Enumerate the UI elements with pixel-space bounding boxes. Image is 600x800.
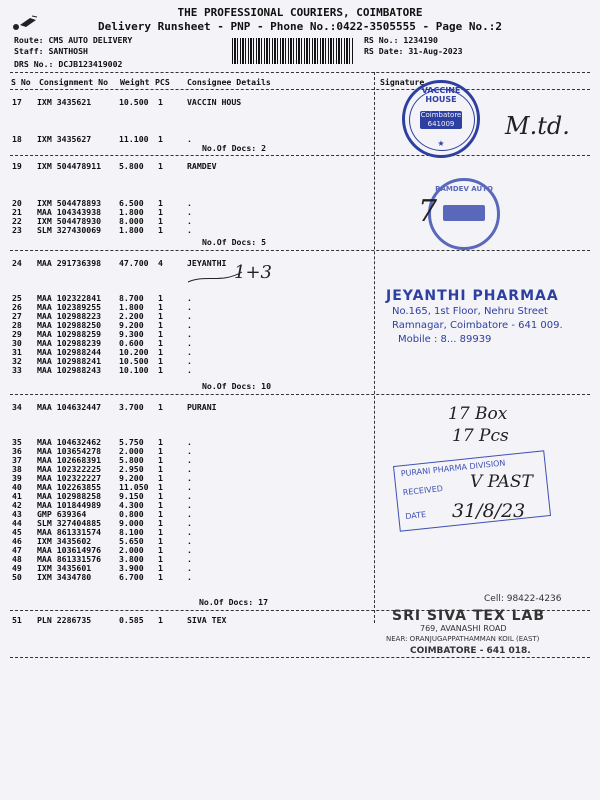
- siva-address: 769, AVANASHI ROAD: [420, 624, 507, 633]
- row-consignee: .: [187, 554, 192, 564]
- row-consignment-no: MAA 102988258: [37, 491, 102, 501]
- row-consignee: .: [187, 572, 192, 582]
- row-consignee: .: [187, 500, 192, 510]
- row-consignee: .: [187, 311, 192, 321]
- row-pcs: 1: [158, 347, 163, 357]
- row-weight: 9.200: [119, 320, 144, 330]
- row-pcs: 1: [158, 464, 163, 474]
- row-consignee: .: [187, 518, 192, 528]
- row-consignment-no: IXM 504478893: [37, 198, 102, 208]
- row-pcs: 1: [158, 509, 163, 519]
- handwritten-note: 1+3: [234, 262, 272, 283]
- row-pcs: 1: [158, 161, 163, 171]
- row-pcs: 1: [158, 536, 163, 546]
- vaccine-house-stamp: VACCINE HOUSE Coimbatore 641009 ★: [402, 80, 480, 158]
- row-weight: 5.650: [119, 536, 144, 546]
- row-consignee: .: [187, 527, 192, 537]
- row-sno: 42: [12, 500, 22, 510]
- row-consignment-no: MAA 102389255: [37, 302, 102, 312]
- staff-label: Staff: SANTHOSH: [14, 46, 88, 56]
- siva-address: NEAR: ORANJUGAPPATHAMMAN KOIL (EAST): [386, 635, 540, 643]
- row-sno: 18: [12, 134, 22, 144]
- row-sno: 43: [12, 509, 22, 519]
- runsheet-subtitle: Delivery Runsheet - PNP - Phone No.:0422-3505555 - Page No.:2: [98, 20, 502, 33]
- stamp-pin: 641009: [427, 120, 455, 128]
- row-consignment-no: MAA 102988244: [37, 347, 102, 357]
- row-pcs: 1: [158, 97, 163, 107]
- row-sno: 49: [12, 563, 22, 573]
- row-separator: [10, 250, 590, 251]
- row-sno: 41: [12, 491, 22, 501]
- row-consignee: .: [187, 509, 192, 519]
- row-weight: 2.200: [119, 311, 144, 321]
- row-consignment-no: MAA 101844989: [37, 500, 102, 510]
- siva-cell: Cell: 98422-4236: [484, 594, 562, 604]
- route-label: Route: CMS AUTO DELIVERY: [14, 35, 133, 45]
- row-pcs: 1: [158, 402, 163, 412]
- jeyanthi-stamp-address: No.165, 1st Floor, Nehru Street: [392, 306, 548, 317]
- row-weight: 9.300: [119, 329, 144, 339]
- row-consignee: .: [187, 302, 192, 312]
- ramdev-stamp: [428, 178, 500, 250]
- row-consignee: .: [187, 545, 192, 555]
- stamp-name: RAMDEV AUTO: [435, 185, 493, 193]
- row-consignment-no: SLM 327430069: [37, 225, 102, 235]
- row-weight: 4.300: [119, 500, 144, 510]
- row-consignment-no: MAA 102988243: [37, 365, 102, 375]
- row-sno: 17: [12, 97, 22, 107]
- row-consignment-no: IXM 3435602: [37, 536, 92, 546]
- row-sno: 30: [12, 338, 22, 348]
- row-pcs: 1: [158, 134, 163, 144]
- row-sno: 26: [12, 302, 22, 312]
- col-header-sno: S No: [11, 77, 31, 87]
- row-weight: 10.100: [119, 365, 149, 375]
- row-weight: 47.700: [119, 258, 149, 268]
- row-consignee: .: [187, 473, 192, 483]
- row-sno: 39: [12, 473, 22, 483]
- row-sno: 51: [12, 615, 22, 625]
- row-sno: 36: [12, 446, 22, 456]
- row-consignment-no: PLN 2286735: [37, 615, 92, 625]
- row-pcs: 1: [158, 207, 163, 217]
- stamp-received-label: RECEIVED: [402, 484, 444, 498]
- row-consignee: .: [187, 293, 192, 303]
- row-pcs: 1: [158, 500, 163, 510]
- row-sno: 50: [12, 572, 22, 582]
- row-consignee: .: [187, 491, 192, 501]
- row-pcs: 1: [158, 356, 163, 366]
- row-consignment-no: MAA 102988250: [37, 320, 102, 330]
- row-sno: 19: [12, 161, 22, 171]
- row-sno: 34: [12, 402, 22, 412]
- row-pcs: 1: [158, 518, 163, 528]
- row-weight: 2.000: [119, 446, 144, 456]
- row-sno: 20: [12, 198, 22, 208]
- row-separator: [10, 657, 590, 658]
- row-weight: 3.800: [119, 554, 144, 564]
- row-consignment-no: MAA 103654278: [37, 446, 102, 456]
- col-header-weight: Weight: [120, 77, 150, 87]
- row-sno: 44: [12, 518, 22, 528]
- row-weight: 5.800: [119, 455, 144, 465]
- row-weight: 10.500: [119, 356, 149, 366]
- col-header-consignment: Consignment No: [39, 77, 109, 87]
- row-consignment-no: MAA 102988239: [37, 338, 102, 348]
- row-pcs: 1: [158, 225, 163, 235]
- row-pcs: 1: [158, 572, 163, 582]
- jeyanthi-stamp-address: Ramnagar, Coimbatore - 641 009.: [392, 320, 563, 331]
- row-sno: 35: [12, 437, 22, 447]
- row-weight: 1.800: [119, 302, 144, 312]
- row-pcs: 1: [158, 563, 163, 573]
- row-consignee: VACCIN HOUS: [187, 97, 242, 107]
- row-consignee: .: [187, 563, 192, 573]
- row-consignee: .: [187, 455, 192, 465]
- row-consignment-no: MAA 104632447: [37, 402, 102, 412]
- row-pcs: 1: [158, 491, 163, 501]
- barcode: [232, 38, 354, 64]
- row-pcs: 1: [158, 320, 163, 330]
- row-consignment-no: IXM 3434780: [37, 572, 92, 582]
- row-consignment-no: MAA 102322841: [37, 293, 102, 303]
- row-sno: 46: [12, 536, 22, 546]
- row-weight: 9.150: [119, 491, 144, 501]
- stamp-city: Coimbatore: [420, 111, 462, 119]
- row-consignee: .: [187, 320, 192, 330]
- row-pcs: 1: [158, 554, 163, 564]
- row-weight: 2.950: [119, 464, 144, 474]
- row-sno: 28: [12, 320, 22, 330]
- row-sno: 22: [12, 216, 22, 226]
- row-sno: 25: [12, 293, 22, 303]
- row-weight: 11.100: [119, 134, 149, 144]
- row-pcs: 1: [158, 482, 163, 492]
- row-consignment-no: IXM 3435621: [37, 97, 92, 107]
- row-sno: 47: [12, 545, 22, 555]
- row-weight: 8.100: [119, 527, 144, 537]
- row-consignment-no: IXM 504478911: [37, 161, 102, 171]
- row-sno: 38: [12, 464, 22, 474]
- row-consignee: .: [187, 225, 192, 235]
- row-weight: 0.600: [119, 338, 144, 348]
- row-pcs: 1: [158, 302, 163, 312]
- row-consignment-no: MAA 102988223: [37, 311, 102, 321]
- row-consignment-no: MAA 291736398: [37, 258, 102, 268]
- row-sno: 33: [12, 365, 22, 375]
- stamp-date-label: DATE: [404, 509, 427, 522]
- doc-count: No.Of Docs: 10: [202, 381, 272, 391]
- stamp-name: VACCINE HOUSE: [421, 86, 461, 104]
- row-consignee: .: [187, 482, 192, 492]
- siva-address: COIMBATORE - 641 018.: [410, 646, 531, 656]
- handwritten-date: 31/8/23: [452, 500, 526, 522]
- row-consignee: RAMDEV: [187, 161, 217, 171]
- row-consignee: .: [187, 347, 192, 357]
- row-pcs: 1: [158, 473, 163, 483]
- row-consignee: .: [187, 207, 192, 217]
- row-sno: 27: [12, 311, 22, 321]
- row-weight: 10.500: [119, 97, 149, 107]
- row-consignment-no: MAA 861331576: [37, 554, 102, 564]
- siva-stamp-name: SRI SIVA TEX LAB: [392, 608, 546, 624]
- col-header-consignee: Consignee Details: [187, 77, 271, 87]
- row-consignee: .: [187, 198, 192, 208]
- row-weight: 0.800: [119, 509, 144, 519]
- row-pcs: 1: [158, 545, 163, 555]
- signature-vaccine: M.td.: [505, 112, 570, 140]
- divider: [10, 72, 590, 73]
- doc-count: No.Of Docs: 2: [202, 143, 267, 153]
- row-consignee: JEYANTHI: [187, 258, 227, 268]
- signature-ramdev: 7: [418, 194, 438, 229]
- row-pcs: 1: [158, 311, 163, 321]
- row-sno: 40: [12, 482, 22, 492]
- row-weight: 3.900: [119, 563, 144, 573]
- row-consignee: .: [187, 329, 192, 339]
- row-consignment-no: MAA 102263855: [37, 482, 102, 492]
- row-pcs: 4: [158, 258, 163, 268]
- row-consignee: .: [187, 536, 192, 546]
- row-consignment-no: MAA 102988241: [37, 356, 102, 366]
- row-consignment-no: SLM 327404885: [37, 518, 102, 528]
- row-separator: [10, 155, 590, 156]
- row-consignment-no: MAA 102322225: [37, 464, 102, 474]
- row-consignment-no: MAA 104632462: [37, 437, 102, 447]
- row-weight: 1.800: [119, 225, 144, 235]
- row-weight: 2.000: [119, 545, 144, 555]
- row-sno: 21: [12, 207, 22, 217]
- row-consignment-no: MAA 104343938: [37, 207, 102, 217]
- row-consignment-no: MAA 102322227: [37, 473, 102, 483]
- row-sno: 45: [12, 527, 22, 537]
- row-pcs: 1: [158, 615, 163, 625]
- row-pcs: 1: [158, 437, 163, 447]
- handwritten-signature: V PAST: [470, 472, 533, 492]
- row-pcs: 1: [158, 527, 163, 537]
- divider: [10, 89, 590, 90]
- jeyanthi-stamp-name: JEYANTHI PHARMAA: [386, 288, 559, 304]
- row-weight: 3.700: [119, 402, 144, 412]
- row-pcs: 1: [158, 293, 163, 303]
- row-consignee: .: [187, 134, 192, 144]
- row-weight: 6.700: [119, 572, 144, 582]
- row-consignee: .: [187, 216, 192, 226]
- row-consignee: .: [187, 437, 192, 447]
- row-weight: 8.700: [119, 293, 144, 303]
- row-consignee: .: [187, 338, 192, 348]
- company-title: THE PROFESSIONAL COURIERS, COIMBATORE: [177, 6, 423, 19]
- row-consignee: .: [187, 356, 192, 366]
- row-pcs: 1: [158, 329, 163, 339]
- row-sno: 24: [12, 258, 22, 268]
- row-consignee: .: [187, 365, 192, 375]
- row-weight: 11.050: [119, 482, 149, 492]
- row-weight: 6.500: [119, 198, 144, 208]
- row-sno: 23: [12, 225, 22, 235]
- row-consignment-no: MAA 102668391: [37, 455, 102, 465]
- row-weight: 5.800: [119, 161, 144, 171]
- row-pcs: 1: [158, 216, 163, 226]
- row-weight: 8.000: [119, 216, 144, 226]
- handwritten-pcs-count: 17 Pcs: [452, 426, 509, 446]
- jeyanthi-stamp-phone: Mobile : 8... 89939: [398, 334, 492, 345]
- row-sno: 48: [12, 554, 22, 564]
- row-weight: 1.800: [119, 207, 144, 217]
- row-pcs: 1: [158, 455, 163, 465]
- drs-number: DRS No.: DCJB123419002: [14, 59, 123, 69]
- row-weight: 10.200: [119, 347, 149, 357]
- row-separator: [10, 394, 590, 395]
- row-consignment-no: MAA 102988259: [37, 329, 102, 339]
- row-consignee: .: [187, 464, 192, 474]
- col-header-pcs: PCS: [155, 77, 170, 87]
- rs-date: RS Date: 31-Aug-2023: [364, 46, 463, 56]
- row-consignment-no: IXM 3435601: [37, 563, 92, 573]
- row-weight: 5.750: [119, 437, 144, 447]
- row-sno: 37: [12, 455, 22, 465]
- row-consignee: SIVA TEX: [187, 615, 227, 625]
- row-consignment-no: IXM 3435627: [37, 134, 92, 144]
- row-pcs: 1: [158, 365, 163, 375]
- pen-stroke-icon: [186, 270, 246, 284]
- handwritten-box-count: 17 Box: [448, 404, 508, 424]
- row-consignee: PURANI: [187, 402, 217, 412]
- row-pcs: 1: [158, 198, 163, 208]
- row-consignee: .: [187, 446, 192, 456]
- row-consignment-no: MAA 103614976: [37, 545, 102, 555]
- doc-count: No.Of Docs: 17: [199, 597, 269, 607]
- rs-number: RS No.: 1234190: [364, 35, 438, 45]
- col-header-signature: Signature: [380, 77, 425, 87]
- stamp-name: PURANI PHARMA DIVISION: [400, 458, 506, 479]
- row-sno: 31: [12, 347, 22, 357]
- row-pcs: 1: [158, 446, 163, 456]
- row-weight: 0.585: [119, 615, 144, 625]
- row-weight: 9.000: [119, 518, 144, 528]
- row-sno: 32: [12, 356, 22, 366]
- row-pcs: 1: [158, 338, 163, 348]
- row-consignment-no: MAA 861331574: [37, 527, 102, 537]
- doc-count: No.Of Docs: 5: [202, 237, 267, 247]
- row-consignment-no: IXM 504478930: [37, 216, 102, 226]
- row-weight: 9.200: [119, 473, 144, 483]
- row-sno: 29: [12, 329, 22, 339]
- row-consignment-no: GMP 639364: [37, 509, 87, 519]
